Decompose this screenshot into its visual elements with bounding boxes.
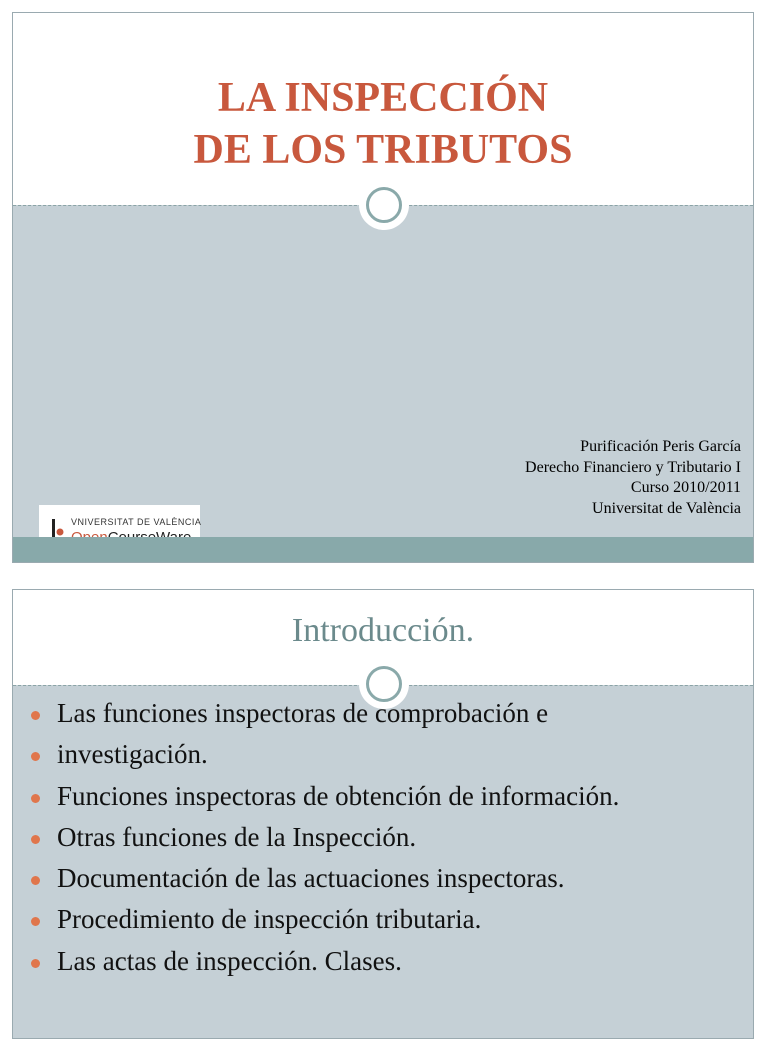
main-title-line-1: LA INSPECCIÓN xyxy=(217,75,549,121)
bullet-icon xyxy=(31,752,40,761)
intro-slide xyxy=(12,589,754,1039)
list-item xyxy=(13,698,753,739)
logo-university-text: VNIVERSITAT DE VALÈNCIA xyxy=(71,517,202,527)
bullet-list xyxy=(13,698,753,987)
footer-bar xyxy=(13,537,753,563)
title-area xyxy=(13,13,753,205)
bullet-text: investigación. xyxy=(57,739,208,770)
bullet-icon xyxy=(31,794,40,803)
bullet-text: Las funciones inspectoras de comprobación e xyxy=(57,698,549,728)
bullet-text: Documentación de las actuaciones inspectoras. xyxy=(57,863,565,894)
bullet-icon xyxy=(31,876,40,885)
bullet-text: Procedimiento de inspección tributaria. xyxy=(57,904,482,935)
bullet-text: Las actas de inspección. Clases. xyxy=(57,945,402,976)
author-name: Purificación Peris García xyxy=(580,438,741,455)
list-item xyxy=(13,946,753,987)
author-info xyxy=(525,437,741,519)
course-year: Curso 2010/2011 xyxy=(630,479,741,496)
university-name: Universitat de València xyxy=(592,499,741,517)
list-item xyxy=(13,822,753,863)
bullet-icon xyxy=(31,917,40,926)
list-item xyxy=(13,904,753,945)
list-item xyxy=(13,781,753,822)
bullet-icon xyxy=(31,835,40,844)
list-item xyxy=(13,739,753,780)
title-slide xyxy=(12,12,754,563)
circle-ornament-icon xyxy=(359,180,409,230)
section-title: Introducción. xyxy=(291,612,475,649)
bullet-icon xyxy=(31,711,40,720)
bullet-text: Otras funciones de la Inspección. xyxy=(57,821,417,852)
course-name: Derecho Financiero y Tributario I xyxy=(525,458,741,476)
list-item xyxy=(13,863,753,904)
bullet-icon xyxy=(31,959,40,968)
bullet-text: Funciones inspectoras de obtención de información. xyxy=(57,780,620,811)
main-title-line-2: DE LOS TRIBUTOS xyxy=(193,127,573,173)
